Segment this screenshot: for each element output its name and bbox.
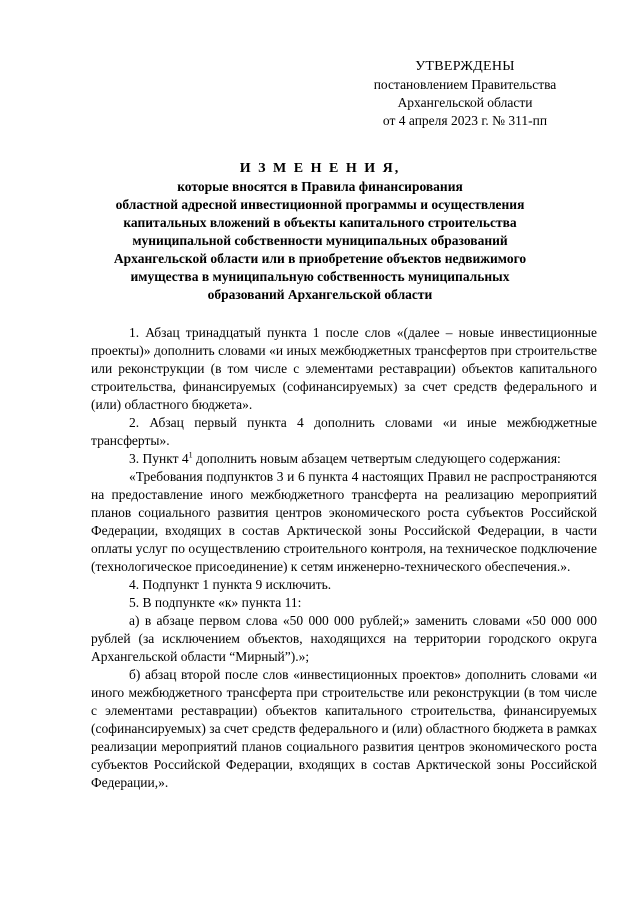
title-line-5: Архангельской области или в приобретение объектов недвижимого — [113, 251, 527, 266]
paragraph-3-quote: «Требования подпунктов 3 и 6 пункта 4 настоящих Правил не распространяются на предоставление иного межбюджетного трансферта на реализацию мероприятий планов социального развития центров экономического роста субъектов Российской Федерации, входящих в состав Арктической зоны Российской Федерации, в части оплаты услуг по осуществлению строительного контроля, на техническое подключение (технологическое присоединение) к сетям инженерно-технического обеспечения.». — [91, 469, 597, 574]
paragraph-4: 4. Подпункт 1 пункта 9 исключить. — [129, 577, 332, 592]
paragraph-5b: б) абзац второй после слов «инвестиционных проектов» дополнить словами «и иного межбюджетного трансферта при строительстве или реконструкции (в том числе с элементами реставрации) объектов капитального строительства, финансируемых (софинансируемых) за счет средств федерального и (или) областного бюджета в рамках реализации мероприятий планов социального развития центров экономического роста субъектов Российской Федерации, входящих в состав Арктической зоны Российской Федерации,». — [91, 667, 597, 790]
approval-heading: УТВЕРЖДЕНЫ — [415, 59, 515, 74]
document-title — [60, 160, 580, 304]
paragraph-3-end: дополнить новым абзацем четвертым следующего содержания: — [192, 451, 561, 466]
paragraph-3-start: 3. Пункт 4 — [129, 451, 189, 466]
title-line-1: которые вносятся в Правила финансирования — [177, 179, 463, 194]
approval-line-1: постановлением Правительства — [373, 77, 557, 92]
title-line-3: капитальных вложений в объекты капитального строительства — [123, 215, 517, 230]
approval-line-3: от 4 апреля 2023 г. № 311-пп — [382, 113, 548, 128]
approval-stamp — [345, 58, 585, 130]
paragraph-3 — [91, 450, 597, 468]
paragraph-5: 5. В подпункте «к» пункта 11: — [129, 595, 302, 610]
paragraph-3-superscript: 1 — [188, 450, 193, 460]
title-line-2: областной адресной инвестиционной программы и осуществления — [115, 197, 525, 212]
title-heading: И З М Е Н Е Н И Я, — [239, 161, 401, 176]
paragraph-1: 1. Абзац тринадцатый пункта 1 после слов «(далее – новые инвестиционные проекты)» дополнить словами «и иных межбюджетных трансфертов при строительстве или реконструкции (в том числе с элементами реставрации) объектов капитального строительства, финансируемых (софинансируемых) за счет средств федерального и (или) областного бюджета». — [91, 325, 597, 412]
paragraph-2: 2. Абзац первый пункта 4 дополнить словами «и иные межбюджетные трансферты». — [91, 415, 597, 448]
approval-line-2: Архангельской области — [397, 95, 533, 110]
document-body — [91, 324, 597, 792]
title-line-7: образований Архангельской области — [207, 287, 433, 302]
title-line-4: муниципальной собственности муниципальных образований — [132, 233, 508, 248]
title-line-6: имущества в муниципальную собственность муниципальных — [130, 269, 510, 284]
paragraph-5a: а) в абзаце первом слова «50 000 000 рублей;» заменить словами «50 000 000 рублей (за исключением объектов, находящихся на территории городского округа Архангельской области “Мирный”).»; — [91, 613, 597, 664]
